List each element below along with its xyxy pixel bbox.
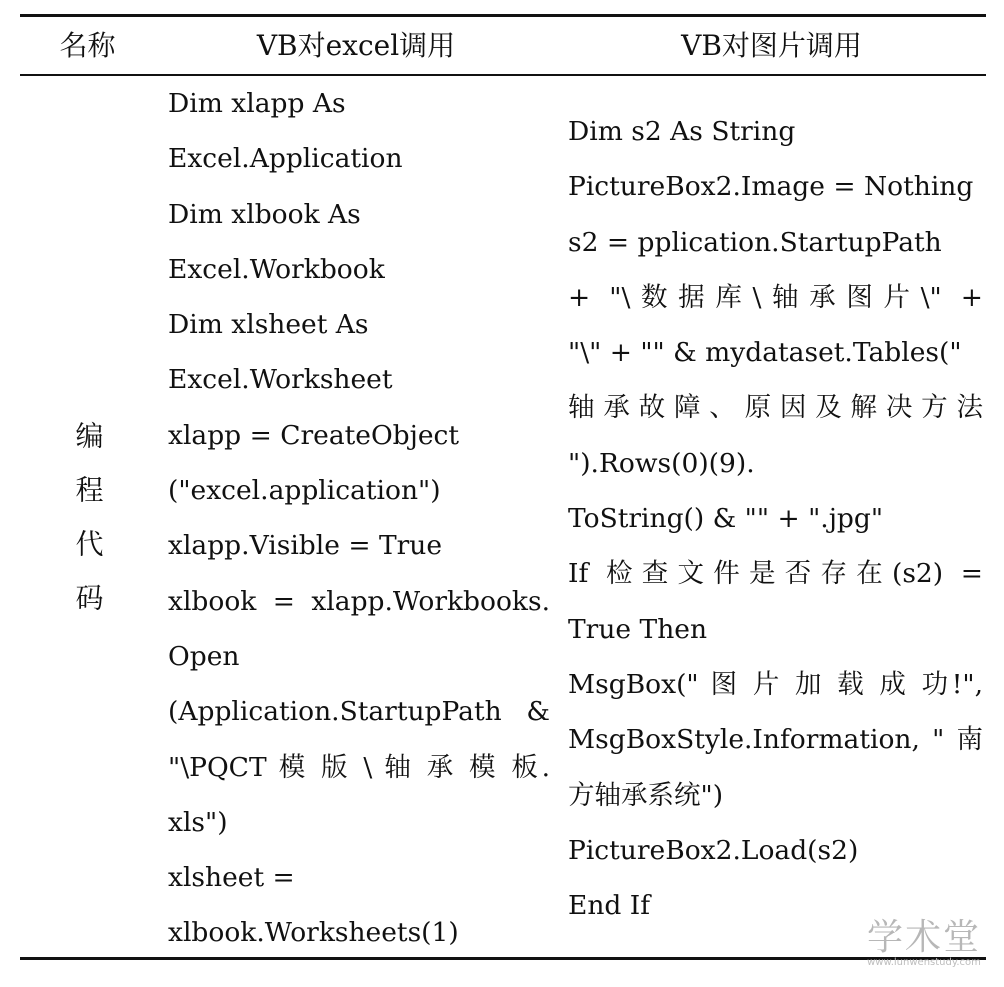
row-label-cell (20, 76, 155, 956)
excel-code-line: ("excel.application") (168, 475, 441, 507)
picture-code-line: ").Rows(0)(9). (568, 447, 755, 479)
picture-code-line: PictureBox2.Image = Nothing (568, 171, 974, 203)
excel-code-line: Dim xlapp As (168, 88, 346, 119)
excel-code-line: Dim xlsheet As (168, 309, 369, 341)
excel-code-line: (Application.StartupPath & (168, 696, 550, 728)
picture-code-line: 轴承故障、原因及解决方法 (568, 392, 983, 424)
excel-code-line: xlapp = CreateObject (168, 419, 460, 451)
row-label: 编程代码 (71, 421, 105, 637)
excel-code-line: xlbook.Worksheets(1) (168, 917, 459, 949)
code-comparison-table (20, 14, 986, 962)
excel-code-line: xlbook = xlapp.Workbooks. (168, 585, 550, 617)
watermark-logo (858, 919, 990, 969)
header-excel-call: VB对excel调用 (256, 29, 456, 62)
picture-code-line: + "\数据库\轴承图片\" + (568, 281, 983, 313)
excel-code-column (168, 76, 550, 961)
excel-code-line: Excel.Workbook (168, 253, 385, 285)
watermark-main-text: 学术堂 (866, 917, 981, 958)
table-bottom-rule (20, 957, 986, 960)
picture-code-line: Dim s2 As String (568, 116, 796, 147)
excel-code-line: xlapp.Visible = True (168, 530, 443, 562)
picture-code-column (568, 104, 983, 933)
excel-code-line: Dim xlbook As (168, 198, 361, 230)
excel-code-line: xls") (168, 806, 228, 838)
picture-code-line: MsgBoxStyle.Information, " 南 (568, 724, 983, 756)
excel-code-line: Excel.Worksheet (168, 364, 393, 396)
excel-code-line: xlsheet = (168, 862, 295, 894)
header-name: 名称 (59, 29, 116, 62)
picture-code-line: s2 = pplication.StartupPath (568, 226, 942, 258)
excel-code-line: Excel.Application (168, 143, 403, 175)
picture-code-line: If 检查文件是否存在(s2) = (568, 558, 983, 590)
picture-code-line: End If (568, 890, 651, 922)
picture-code-line: PictureBox2.Load(s2) (568, 834, 859, 866)
table-header-row (20, 17, 986, 74)
picture-code-line: "\" + "" & mydataset.Tables(" (568, 337, 962, 369)
picture-code-line: True Then (568, 613, 708, 645)
header-picture-call: VB对图片调用 (681, 29, 862, 62)
excel-code-line: Open (168, 640, 240, 672)
watermark-url: www.lunwenstudy.com (867, 957, 981, 968)
picture-code-line: MsgBox(" 图 片 加 载 成 功!", (568, 668, 983, 700)
picture-code-line: ToString() & "" + ".jpg" (568, 503, 884, 535)
excel-code-line: "\PQCT 模 版 \ 轴 承 模 板. (168, 751, 550, 783)
picture-code-line: 方轴承系统") (568, 779, 724, 811)
